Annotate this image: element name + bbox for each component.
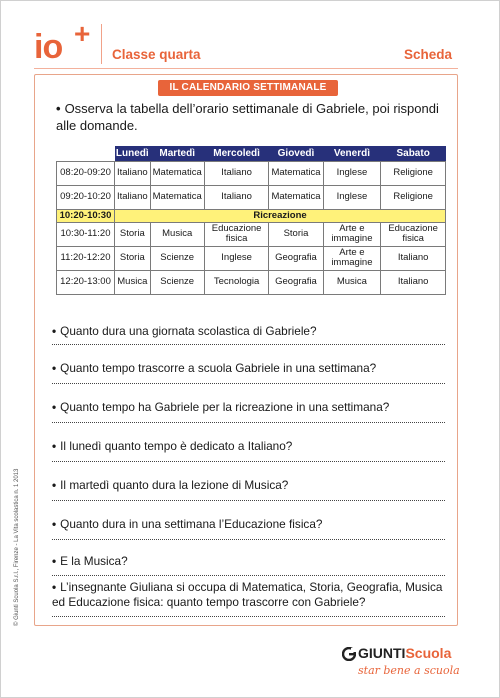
question-item: • Il lunedì quanto tempo è dedicato a Italiano? [52, 439, 293, 453]
subject-cell: Italiano [381, 270, 446, 294]
subject-cell: Educazione fisica [381, 222, 446, 246]
subject-cell: Musica [150, 222, 204, 246]
subject-cell: Religione [381, 161, 446, 185]
question-item: • E la Musica? [52, 554, 128, 568]
break-label-cell: Ricreazione [115, 209, 446, 222]
subject-cell: Arte e immagine [323, 246, 381, 270]
bullet-icon: • [52, 324, 57, 338]
bullet-icon: • [52, 478, 57, 492]
question-item: • Quanto tempo ha Gabriele per la ricreazione in una settimana? [52, 400, 390, 414]
subject-cell: Geografia [269, 270, 323, 294]
subject-cell: Educazione fisica [204, 222, 269, 246]
subject-cell: Italiano [381, 246, 446, 270]
question-item: • Il martedì quanto dura la lezione di Musica? [52, 478, 289, 492]
table-corner [57, 146, 115, 161]
io-plus-logo [34, 18, 94, 66]
intro-text: Osserva la tabella dell’orario settimanale di Gabriele, poi rispondi alle domande. [56, 101, 439, 133]
day-header: Sabato [381, 146, 446, 161]
subject-cell: Religione [381, 185, 446, 209]
time-cell: 09:20-10:20 [57, 185, 115, 209]
day-header: Mercoledì [204, 146, 269, 161]
subject-cell: Geografia [269, 246, 323, 270]
subject-cell: Musica [323, 270, 381, 294]
answer-line[interactable] [52, 383, 445, 384]
subject-cell: Musica [115, 270, 151, 294]
answer-line[interactable] [52, 422, 445, 423]
subject-cell: Storia [269, 222, 323, 246]
question-item: • Quanto dura una giornata scolastica di Gabriele? [52, 324, 317, 338]
day-header: Martedì [150, 146, 204, 161]
answer-line[interactable] [52, 500, 445, 501]
copyright-credit: © Giunti Scuola S.r.l., Firenze - La Vita scolastica n. 1 2013 [14, 468, 20, 626]
subject-cell: Inglese [204, 246, 269, 270]
time-cell: 08:20-09:20 [57, 161, 115, 185]
subject-cell: Inglese [323, 185, 381, 209]
bullet-icon: • [52, 554, 57, 568]
subject-cell: Italiano [204, 185, 269, 209]
subject-cell: Italiano [115, 185, 151, 209]
answer-line[interactable] [52, 461, 445, 462]
bullet-icon: • [52, 439, 57, 453]
subject-cell: Italiano [204, 161, 269, 185]
subject-cell: Italiano [115, 161, 151, 185]
day-header: Giovedì [269, 146, 323, 161]
answer-line[interactable] [52, 344, 445, 345]
giunti-g-icon [342, 647, 356, 661]
bullet-icon: • [52, 517, 57, 531]
table-row [57, 222, 446, 246]
bullet-icon: • [56, 101, 61, 116]
subject-cell: Storia [115, 222, 151, 246]
subject-cell: Inglese [323, 161, 381, 185]
subject-cell: Matematica [150, 185, 204, 209]
question-item: • L’insegnante Giuliana si occupa di Matematica, Storia, Geografia, Musica ed Educazione fisica: quanto tempo trascorre con Gabriele? [52, 580, 443, 609]
day-header: Lunedì [115, 146, 151, 161]
worksheet-title: IL CALENDARIO SETTIMANALE [158, 80, 338, 96]
subject-cell: Scienze [150, 246, 204, 270]
time-cell: 10:30-11:20 [57, 222, 115, 246]
subject-cell: Storia [115, 246, 151, 270]
answer-line[interactable] [52, 539, 445, 540]
table-row [57, 161, 446, 185]
intro-instruction [56, 100, 452, 134]
answer-line[interactable] [52, 575, 445, 576]
subject-cell: Matematica [150, 161, 204, 185]
header-separator [101, 24, 102, 64]
table-row [57, 270, 446, 294]
question-item: • Quanto dura in una settimana l’Educazione fisica? [52, 517, 323, 531]
subject-cell: Scienze [150, 270, 204, 294]
giunti-scuola-logo [342, 644, 462, 684]
subject-cell: Matematica [269, 185, 323, 209]
bullet-icon: • [52, 361, 57, 375]
logo-text: io [34, 28, 63, 66]
brand-tagline: star bene a scuola [358, 664, 460, 677]
bullet-icon: • [52, 400, 57, 414]
table-row [57, 185, 446, 209]
weekly-schedule-table [56, 146, 446, 295]
bullet-icon: • [52, 580, 57, 594]
table-header-row [57, 146, 446, 161]
subject-cell: Matematica [269, 161, 323, 185]
time-cell: 12:20-13:00 [57, 270, 115, 294]
time-cell: 11:20-12:20 [57, 246, 115, 270]
break-row [57, 209, 446, 222]
logo-plus-icon: + [74, 18, 91, 49]
class-label: Classe quarta [112, 47, 201, 62]
question-item: • Quanto tempo trascorre a scuola Gabriele in una settimana? [52, 361, 377, 375]
sheet-label: Scheda [403, 47, 452, 62]
day-header: Venerdì [323, 146, 381, 161]
table-row [57, 246, 446, 270]
break-time-cell: 10:20-10:30 [57, 209, 115, 222]
header-rule [34, 68, 458, 69]
answer-line[interactable] [52, 616, 445, 617]
subject-cell: Arte e immagine [323, 222, 381, 246]
subject-cell: Tecnologia [204, 270, 269, 294]
brand-name: GIUNTIScuola [358, 645, 452, 661]
